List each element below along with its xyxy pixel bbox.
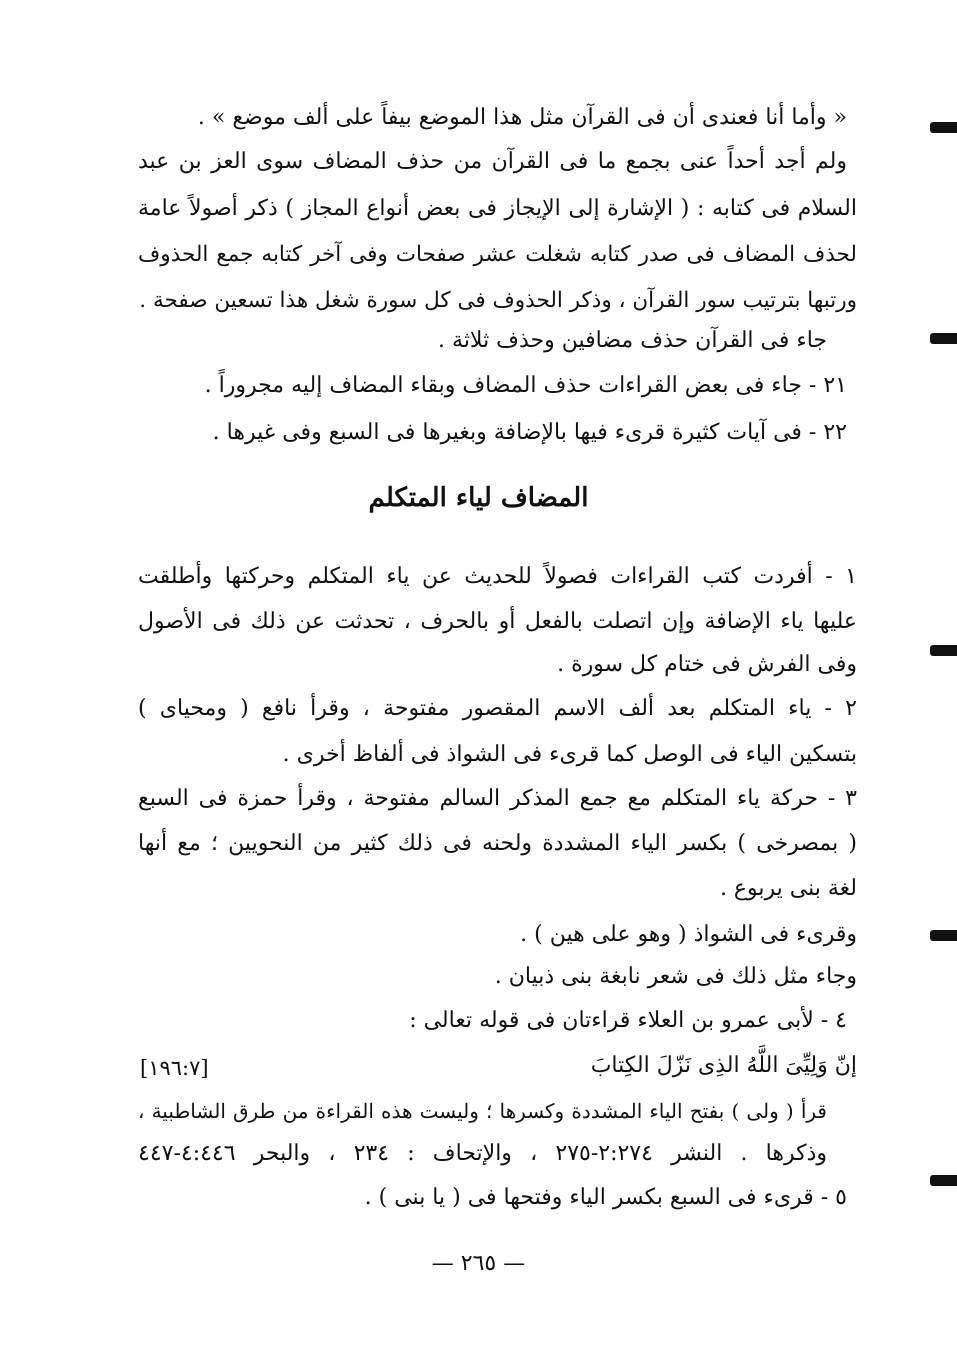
verse-reference: [١٩٦:٧]: [140, 1056, 209, 1080]
text-line: قرأ ( ولى ) بفتح الياء المشددة وكسرها ؛ وليست هذه القراءة من طرق الشاطبية ،: [138, 1099, 827, 1123]
text-line: وجاء مثل ذلك فى شعر نابغة بنى ذبيان .: [494, 964, 857, 989]
quran-verse: إنّ وَلِيِّىَ اللَّهُ الذِى نَزّلَ الكِتابَ: [590, 1053, 857, 1078]
text-line: ٣ - حركة ياء المتكلم مع جمع المذكر السالم مفتوحة ، وقرأ حمزة فى السبع: [138, 786, 857, 811]
page-number: — ٢٦٥ —: [431, 1251, 526, 1276]
text-line: ٥ - قرىء فى السبع بكسر الياء وفتحها فى ( يا بنى ) .: [364, 1185, 847, 1210]
text-line: وقرىء فى الشواذ ( وهو على هين ) .: [520, 922, 857, 947]
text-line: ولم أجد أحداً عنى بجمع ما فى القرآن من حذف المضاف سوى العز بن عبد: [138, 149, 847, 174]
text-line: لحذف المضاف فى صدر كتابه شغلت عشر صفحات وفى آخر كتابه جمع الحذوف: [138, 242, 857, 267]
text-line: بتسكين الياء فى الوصل كما قرىء فى الشواذ فى ألفاظ أخرى .: [282, 742, 857, 767]
text-line: لغة بنى يربوع .: [719, 876, 857, 901]
text-line: ٢٢ - فى آيات كثيرة قرىء فيها بالإضافة وبغيرها فى السبع وفى غيرها .: [212, 420, 847, 445]
edge-mark: [930, 930, 957, 941]
text-line: جاء فى القرآن حذف مضافين وحذف ثلاثة .: [438, 328, 827, 353]
text-line: عليها ياء الإضافة وإن اتصلت بالفعل أو بالحرف ، تحدثت عن ذلك فى الأصول: [138, 609, 857, 634]
text-line: ٤ - لأبى عمرو بن العلاء قراءتان فى قوله تعالى :: [409, 1008, 847, 1033]
edge-mark: [930, 122, 957, 133]
text-line: ( بمصرخى ) بكسر الياء المشددة ولحنه فى ذلك كثير من النحويين ؛ مع أنها: [138, 831, 857, 856]
text-line: ٢ - ياء المتكلم بعد ألف الاسم المقصور مفتوحة ، وقرأ نافع ( ومحياى ): [138, 696, 857, 721]
text-line: ١ - أفردت كتب القراءات فصولاً للحديث عن ياء المتكلم وحركتها وأطلقت: [138, 564, 857, 589]
text-line: وذكرها . النشر ٢:٢٧٤-٢٧٥ ، والإتحاف : ٢٣٤ ، والبحر ٤:٤٤٦-٤٤٧: [138, 1141, 828, 1166]
edge-mark: [930, 645, 957, 656]
text-line: « وأما أنا فعندى أن فى القرآن مثل هذا الموضع بيفاً على ألف موضع » .: [197, 105, 847, 130]
edge-mark: [930, 1175, 957, 1186]
section-heading: المضاف لياء المتكلم: [368, 483, 589, 513]
text-line: ورتبها بترتيب سور القرآن ، وذكر الحذوف فى كل سورة شغل هذا تسعين صفحة .: [139, 288, 857, 313]
text-line: وفى الفرش فى ختام كل سورة .: [557, 652, 857, 677]
text-line: ٢١ - جاء فى بعض القراءات حذف المضاف وبقاء المضاف إليه مجروراً .: [204, 373, 847, 398]
edge-mark: [930, 333, 957, 344]
text-line: السلام فى كتابه : ( الإشارة إلى الإيجاز فى بعض أنواع المجاز ) ذكر أصولاً عامة: [138, 196, 857, 221]
